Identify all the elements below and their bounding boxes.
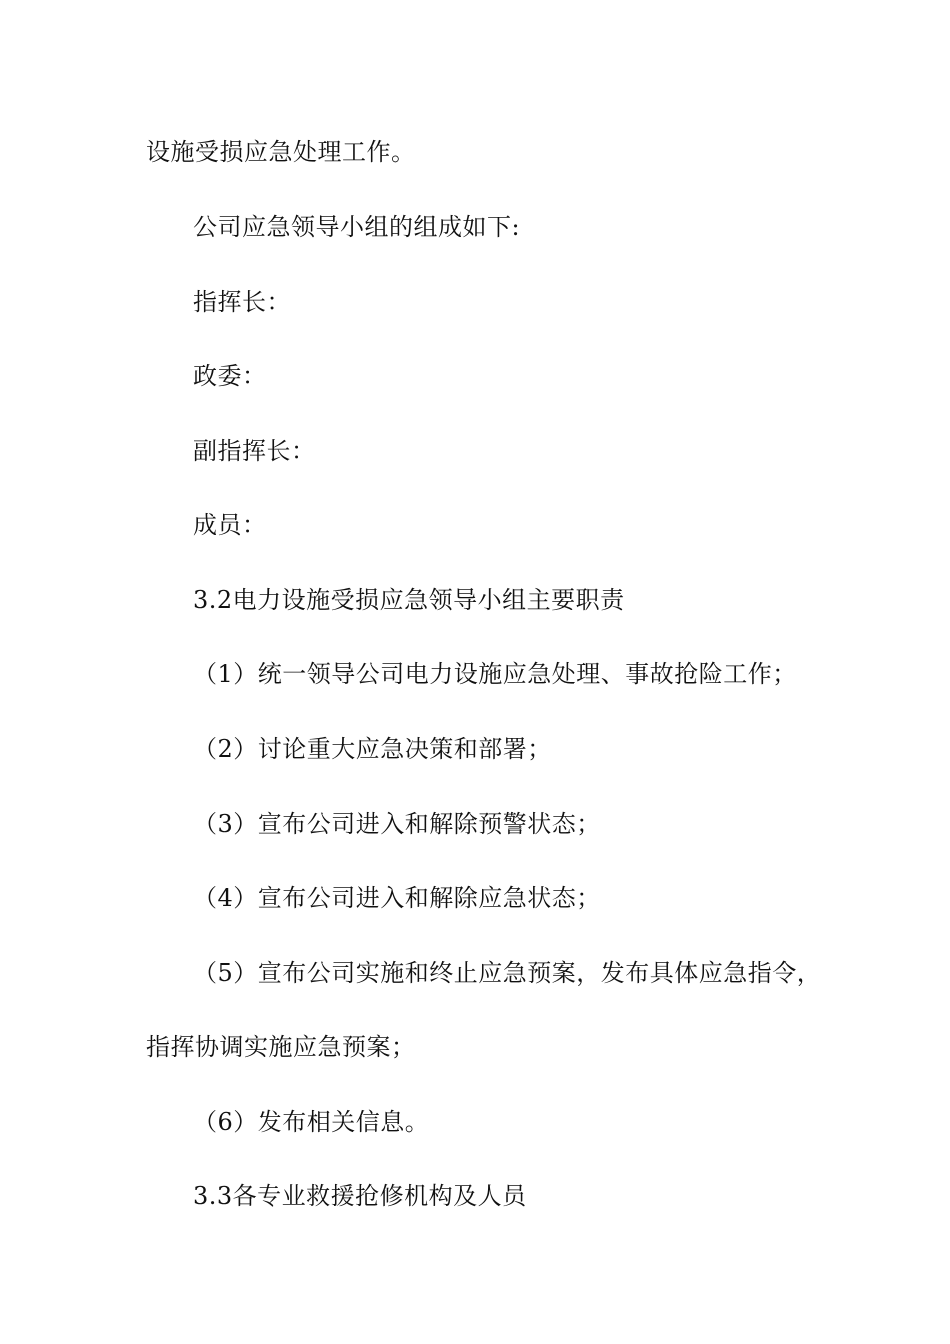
duty-item-4: （4）宣布公司进入和解除应急状态； bbox=[193, 884, 601, 912]
duty-item-3: （3）宣布公司进入和解除预警状态； bbox=[193, 810, 601, 838]
section-heading-3-2: 3.2电力设施受损应急领导小组主要职责 bbox=[193, 586, 625, 614]
duty-item-1: （1）统一领导公司电力设施应急处理、事故抢险工作； bbox=[193, 660, 797, 688]
duty-item-2: （2）讨论重大应急决策和部署； bbox=[193, 735, 552, 763]
duty-item-5: （5）宣布公司实施和终止应急预案，发布具体应急指令， bbox=[193, 959, 822, 987]
paragraph-continuation: 设施受损应急处理工作。 bbox=[146, 138, 416, 166]
duty-item-6: （6）发布相关信息。 bbox=[193, 1108, 430, 1136]
political-commissar-label: 政委： bbox=[193, 362, 267, 390]
section-heading-3-3: 3.3各专业救援抢修机构及人员 bbox=[193, 1182, 527, 1210]
deputy-commander-label: 副指挥长： bbox=[193, 437, 316, 465]
leadership-group-intro: 公司应急领导小组的组成如下: bbox=[193, 213, 521, 241]
members-label: 成员： bbox=[193, 511, 267, 539]
duty-item-5-continuation: 指挥协调实施应急预案； bbox=[146, 1033, 416, 1061]
commander-label: 指挥长： bbox=[193, 288, 291, 316]
